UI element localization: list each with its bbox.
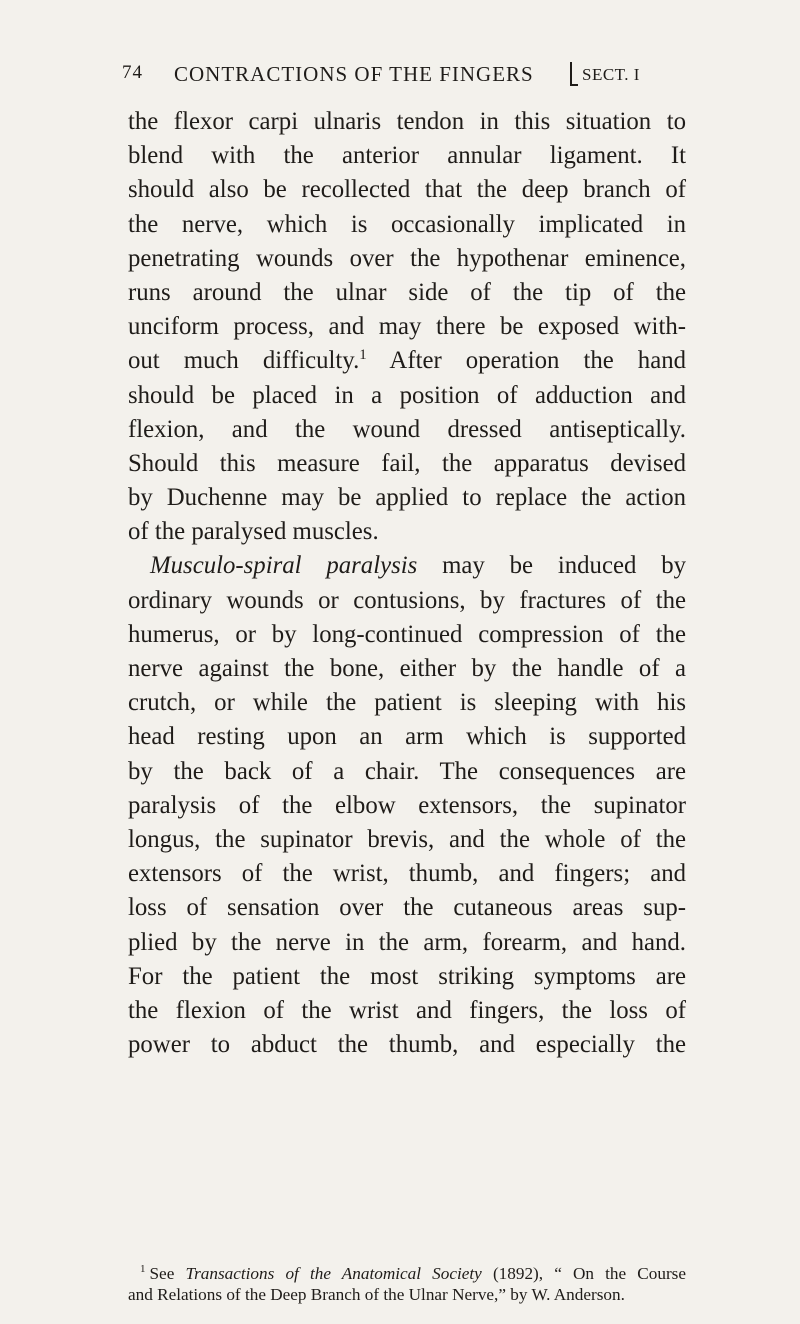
text-line: Should this measure fail, the apparatus devised xyxy=(128,449,686,477)
text-line: For the patient the most striking symptoms are xyxy=(128,962,686,990)
text-line: loss of sensation over the cutaneous areas sup- xyxy=(128,894,686,922)
text-line: runs around the ulnar side of the tip of the xyxy=(128,278,686,306)
text-line: penetrating wounds over the hypothenar eminence, xyxy=(128,244,686,272)
text-line: by Duchenne may be applied to replace the action xyxy=(128,484,686,512)
text-line: plied by the nerve in the arm, forearm, and hand. xyxy=(128,928,686,956)
text-line: blend with the anterior annular ligament. It xyxy=(128,142,686,170)
text-line-with-footnote-ref xyxy=(128,344,686,378)
text-line: should be placed in a position of adduction and xyxy=(128,381,686,409)
text-line: longus, the supinator brevis, and the whole of the xyxy=(128,825,686,853)
section-bracket xyxy=(570,62,578,86)
text-line: humerus, or by long-continued compression of the xyxy=(128,620,686,648)
text-line: should also be recollected that the deep branch of xyxy=(128,176,686,204)
text-line: ordinary wounds or contusions, by fractures of the xyxy=(128,586,686,614)
body-text xyxy=(128,105,686,1062)
footnote-reference: 1 xyxy=(359,347,367,364)
page-header xyxy=(122,62,684,92)
text-line: of the paralysed muscles. xyxy=(128,518,379,546)
footnote-line: and Relations of the Deep Branch of the Ulnar Nerve,” by W. Anderson. xyxy=(128,1285,625,1304)
footnote xyxy=(128,1257,686,1307)
footnote-marker: 1 xyxy=(140,1263,146,1275)
text-fragment: After operation the hand xyxy=(366,347,687,375)
running-head: CONTRACTIONS OF THE FINGERS xyxy=(174,62,534,86)
text-fragment: out much difficulty. xyxy=(128,347,360,375)
italic-term: Musculo-spiral paralysis xyxy=(150,552,418,580)
footnote-text: (1892), “ On the Course xyxy=(481,1264,686,1283)
text-line: by the back of a chair. The consequences are xyxy=(128,757,686,785)
footnote-line xyxy=(128,1257,686,1282)
text-line: nerve against the bone, either by the handle of a xyxy=(128,655,686,682)
text-line: the flexion of the wrist and fingers, the loss of xyxy=(128,996,686,1024)
section-text: SECT. I xyxy=(582,65,640,84)
page-number: 74 xyxy=(122,62,143,83)
text-line: extensors of the wrist, thumb, and fingers; and xyxy=(128,860,686,888)
paragraph-start-line xyxy=(128,549,686,583)
section-label xyxy=(570,62,640,86)
text-line: the flexor carpi ulnaris tendon in this situation to xyxy=(128,108,686,135)
footnote-text: See xyxy=(149,1264,186,1283)
text-fragment: may be induced by xyxy=(417,552,686,580)
text-line: head resting upon an arm which is supported xyxy=(128,723,686,751)
text-line: power to abduct the thumb, and especially the xyxy=(128,1031,686,1059)
journal-title: Transactions of the Anatomical Society xyxy=(185,1264,482,1283)
text-line: flexion, and the wound dressed antiseptically. xyxy=(128,415,686,443)
text-line: unciform process, and may there be exposed with- xyxy=(128,313,686,341)
text-line: the nerve, which is occasionally implicated in xyxy=(128,210,686,238)
text-line: paralysis of the elbow extensors, the supinator xyxy=(128,791,686,819)
text-line: crutch, or while the patient is sleeping with his xyxy=(128,689,686,717)
